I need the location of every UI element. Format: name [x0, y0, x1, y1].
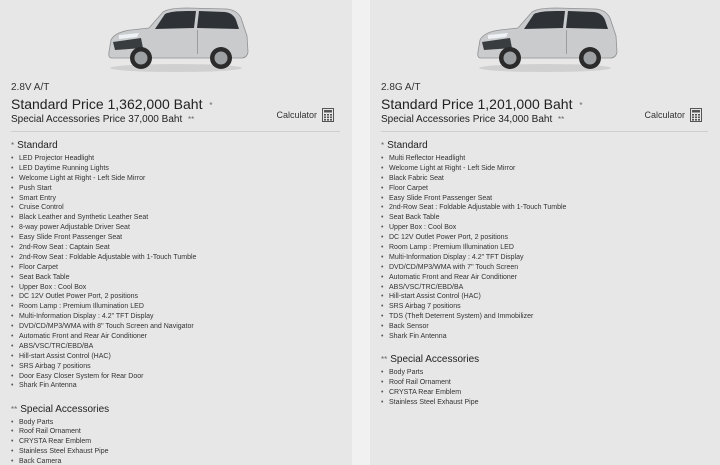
calculator-icon: [690, 108, 702, 122]
standard-feature-item: • LED Daytime Running Lights: [11, 164, 196, 174]
standard-feature-item: • ABS/VSC/TRC/EBD/BA: [11, 342, 196, 352]
accessories-mark: **: [11, 404, 18, 414]
standard-feature-item: • DC 12V Outlet Power Port, 2 positions: [381, 233, 566, 243]
accessories-price-label: Special Accessories Price: [11, 114, 126, 125]
standard-feature-item: • Black Fabric Seat: [381, 174, 566, 184]
accessory-item: • Body Parts: [381, 368, 479, 378]
standard-price: [11, 96, 213, 112]
standard-price-mark: *: [579, 100, 583, 110]
accessories-price-mark: **: [188, 115, 195, 124]
accessory-item: • Stainless Steel Exhaust Pipe: [11, 447, 109, 457]
standard-feature-item: • Door Easy Closer System for Rear Door: [11, 372, 196, 382]
accessories-price-value: 37,000 Baht: [128, 114, 183, 125]
standard-price-label: Standard Price: [11, 96, 104, 112]
standard-feature-item: • Push Start: [11, 184, 196, 194]
standard-feature-item: • Welcome Light at Right - Left Side Mirror: [11, 174, 196, 184]
standard-feature-item: • ABS/VSC/TRC/EBD/BA: [381, 283, 566, 293]
standard-feature-item: • Seat Back Table: [381, 213, 566, 223]
model-name: 2.8G A/T: [381, 82, 421, 93]
standard-feature-item: • LED Projector Headlight: [11, 154, 196, 164]
calculator-button[interactable]: [276, 108, 334, 122]
standard-mark: *: [11, 141, 15, 150]
standard-feature-item: • Shark Fin Antenna: [381, 332, 566, 342]
standard-feature-item: • Easy Slide Front Passenger Seat: [11, 233, 196, 243]
accessories-list: [381, 368, 479, 408]
calculator-icon: [322, 108, 334, 122]
standard-feature-item: • TDS (Theft Deterrent System) and Immobilizer: [381, 312, 566, 322]
standard-feature-item: • 8-way power Adjustable Driver Seat: [11, 223, 196, 233]
standard-feature-item: • SRS Airbag 7 positions: [11, 362, 196, 372]
accessories-price: [381, 114, 564, 125]
car-card-2.8g: [370, 0, 720, 465]
standard-section-title: [381, 140, 428, 151]
standard-features-list: [11, 154, 196, 391]
standard-feature-item: • Multi-Information Display : 4.2" TFT Display: [381, 253, 566, 263]
accessories-section-title: [11, 404, 109, 415]
accessories-mark: **: [381, 355, 388, 365]
standard-price-value: 1,201,000 Baht: [477, 96, 573, 112]
accessory-item: • Roof Rail Ornament: [11, 427, 109, 437]
standard-feature-item: • Easy Slide Front Passenger Seat: [381, 194, 566, 204]
standard-price: [381, 96, 583, 112]
divider: [381, 131, 708, 132]
accessories-section-title: [381, 354, 479, 365]
accessories-price-mark: **: [558, 115, 565, 124]
standard-feature-item: • Floor Carpet: [381, 184, 566, 194]
standard-feature-item: • SRS Airbag 7 positions: [381, 302, 566, 312]
standard-feature-item: • DVD/CD/MP3/WMA with 8" Touch Screen and Navigator: [11, 322, 196, 332]
accessories-price-label: Special Accessories Price: [381, 114, 496, 125]
car-card-2.8v: [0, 0, 352, 465]
standard-feature-item: • Automatic Front and Rear Air Conditioner: [11, 332, 196, 342]
standard-feature-item: • Upper Box : Cool Box: [381, 223, 566, 233]
standard-feature-item: • Automatic Front and Rear Air Conditioner: [381, 273, 566, 283]
standard-feature-item: • DVD/CD/MP3/WMA with 7" Touch Screen: [381, 263, 566, 273]
standard-mark: *: [381, 141, 385, 150]
model-name: 2.8V A/T: [11, 82, 50, 93]
standard-feature-item: • Black Leather and Synthetic Leather Seat: [11, 213, 196, 223]
calculator-button[interactable]: [644, 108, 702, 122]
divider: [11, 131, 340, 132]
standard-feature-item: • Multi-Information Display : 4.2" TFT Display: [11, 312, 196, 322]
accessories-price: [11, 114, 194, 125]
standard-feature-item: • Room Lamp : Premium Illumination LED: [381, 243, 566, 253]
standard-feature-item: • Hill-start Assist Control (HAC): [381, 292, 566, 302]
standard-features-list: [381, 154, 566, 342]
accessories-price-value: 34,000 Baht: [498, 114, 553, 125]
calculator-label: Calculator: [644, 110, 685, 120]
standard-feature-item: • Seat Back Table: [11, 273, 196, 283]
standard-section-title: [11, 140, 58, 151]
accessories-title-text: Special Accessories: [20, 403, 110, 415]
accessory-item: • CRYSTA Rear Emblem: [11, 437, 109, 447]
accessories-title-text: Special Accessories: [390, 354, 480, 366]
standard-feature-item: • DC 12V Outlet Power Port, 2 positions: [11, 292, 196, 302]
accessories-list: [11, 418, 109, 465]
car-image: [470, 2, 620, 74]
standard-feature-item: • Smart Entry: [11, 194, 196, 204]
standard-feature-item: • Upper Box : Cool Box: [11, 283, 196, 293]
standard-price-mark: *: [209, 100, 213, 110]
standard-feature-item: • 2nd-Row Seat : Foldable Adjustable with 1-Touch Tumble: [11, 253, 196, 263]
standard-feature-item: • Cruise Control: [11, 203, 196, 213]
calculator-label: Calculator: [276, 110, 317, 120]
car-image: [101, 2, 251, 74]
accessory-item: • Back Camera: [11, 457, 109, 465]
standard-feature-item: • Welcome Light at Right - Left Side Mirror: [381, 164, 566, 174]
standard-feature-item: • Back Sensor: [381, 322, 566, 332]
accessory-item: • Body Parts: [11, 418, 109, 428]
standard-title-text: Standard: [387, 140, 428, 151]
standard-price-label: Standard Price: [381, 96, 474, 112]
standard-title-text: Standard: [17, 140, 58, 151]
standard-feature-item: • 2nd-Row Seat : Foldable Adjustable with 1-Touch Tumble: [381, 203, 566, 213]
standard-feature-item: • Hill-start Assist Control (HAC): [11, 352, 196, 362]
accessory-item: • CRYSTA Rear Emblem: [381, 388, 479, 398]
standard-feature-item: • Room Lamp : Premium Illumination LED: [11, 302, 196, 312]
standard-feature-item: • Shark Fin Antenna: [11, 381, 196, 391]
standard-price-value: 1,362,000 Baht: [107, 96, 203, 112]
accessory-item: • Stainless Steel Exhaust Pipe: [381, 398, 479, 408]
standard-feature-item: • Multi Reflector Headlight: [381, 154, 566, 164]
standard-feature-item: • Floor Carpet: [11, 263, 196, 273]
standard-feature-item: • 2nd-Row Seat : Captain Seat: [11, 243, 196, 253]
accessory-item: • Roof Rail Ornament: [381, 378, 479, 388]
